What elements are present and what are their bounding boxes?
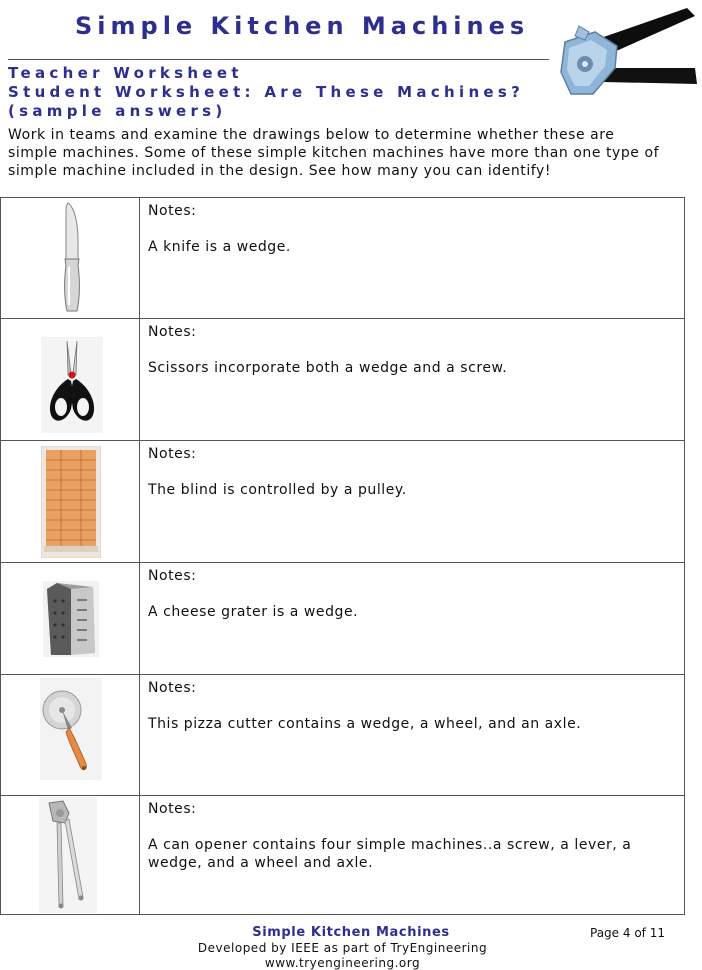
table-row	[1, 563, 684, 675]
answer-text: A cheese grater is a wedge.	[148, 604, 359, 620]
title-divider	[8, 59, 549, 60]
table-row	[1, 675, 684, 796]
notes-label: Notes:	[148, 680, 197, 696]
notes-label: Notes:	[148, 324, 197, 340]
footer-url: www.tryengineering.org	[264, 956, 421, 970]
table-row	[1, 319, 684, 441]
picture-cell	[1, 319, 140, 440]
page-number: Page 4 of 11	[590, 926, 665, 940]
table-row	[1, 796, 684, 914]
intro-paragraph: Work in teams and examine the drawings below to determine whether these are simple machines. Some of these simple kitchen machines have more than one type of simple machine included in the design. See how many you can identify!	[8, 127, 660, 179]
notes-cell	[148, 202, 676, 256]
subheading-line-student: Student Worksheet: Are These Machines?	[8, 83, 525, 101]
knife-icon	[56, 201, 86, 317]
subheading-line-sample: (sample answers)	[8, 102, 227, 120]
footer-developed-by: Developed by IEEE as part of TryEngineering	[197, 941, 488, 955]
pizza-cutter-icon	[40, 678, 102, 780]
notes-label: Notes:	[148, 203, 197, 219]
notes-label: Notes:	[148, 568, 197, 584]
window-blind-icon	[41, 446, 101, 558]
picture-cell	[1, 563, 140, 674]
notes-cell	[148, 679, 676, 733]
worksheet-subheading	[8, 64, 524, 121]
notes-cell	[148, 323, 676, 377]
scissors-icon	[41, 337, 103, 433]
cheese-grater-icon	[43, 581, 99, 657]
notes-label: Notes:	[148, 801, 197, 817]
table-row	[1, 198, 684, 319]
footer-title: Simple Kitchen Machines	[252, 925, 450, 940]
notes-label: Notes:	[148, 446, 197, 462]
answer-text: The blind is controlled by a pulley.	[148, 482, 407, 498]
table-row	[1, 441, 684, 563]
page-title: Simple Kitchen Machines	[75, 12, 530, 40]
can-opener-icon	[555, 2, 700, 102]
notes-cell	[148, 800, 676, 872]
answer-text: A knife is a wedge.	[148, 239, 291, 255]
answer-text: A can opener contains four simple machines..a screw, a lever, a wedge, and a wheel and axle.	[148, 837, 632, 871]
picture-cell	[1, 796, 140, 914]
notes-cell	[148, 567, 676, 621]
answer-text: This pizza cutter contains a wedge, a wheel, and an axle.	[148, 716, 582, 732]
answer-text: Scissors incorporate both a wedge and a screw.	[148, 360, 508, 376]
notes-cell	[148, 445, 676, 499]
subheading-line-teacher: Teacher Worksheet	[8, 64, 243, 82]
picture-cell	[1, 198, 140, 318]
machines-table	[0, 197, 685, 915]
can-opener-icon	[39, 797, 97, 913]
picture-cell	[1, 441, 140, 562]
picture-cell	[1, 675, 140, 795]
